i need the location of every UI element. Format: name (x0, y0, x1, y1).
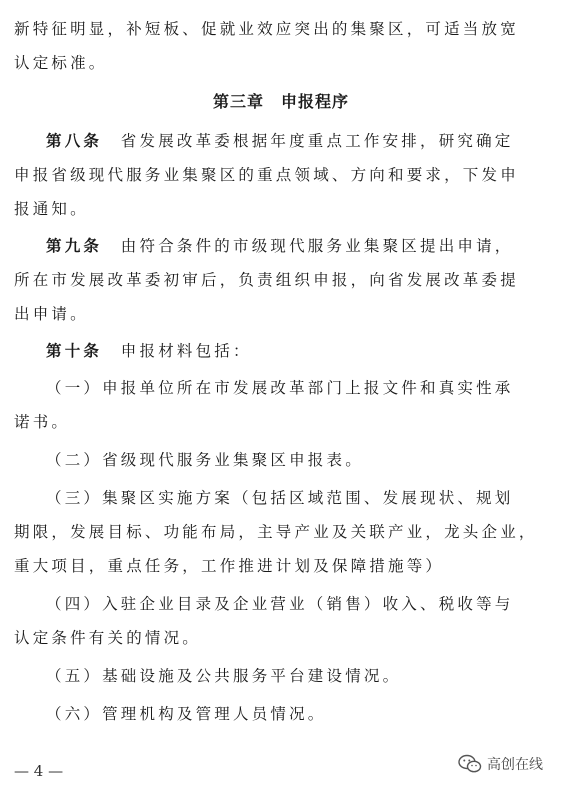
list-item-3: （三）集聚区实施方案（包括区域范围、发展现状、规划 (46, 489, 514, 507)
list-item-1: （一）申报单位所在市发展改革部门上报文件和真实性承 (46, 379, 514, 397)
article-label: 第十条 (46, 341, 103, 360)
list-item-5: （五）基础设施及公共服务平台建设情况。 (46, 667, 402, 685)
paragraph-line: 新特征明显，补短板、促就业效应突出的集聚区，可适当放宽 (14, 20, 519, 38)
article-text: 申报材料包括： (102, 342, 252, 360)
watermark-text: 高创在线 (487, 757, 543, 773)
article-8 (46, 130, 548, 152)
paragraph-line: 期限，发展目标、功能布局，主导产业及关联产业，龙头企业， (14, 523, 538, 541)
watermark (458, 752, 543, 776)
article-text: 省发展改革委根据年度重点工作安排，研究确定 (102, 132, 514, 150)
paragraph-line: 认定标准。 (14, 54, 108, 72)
paragraph-line: 出申请。 (14, 305, 89, 323)
paragraph-line: 重大项目，重点任务，工作推进计划及保障措施等） (14, 557, 445, 575)
paragraph-line: 申报省级现代服务业集聚区的重点领域、方向和要求，下发申 (14, 166, 519, 184)
article-label: 第八条 (46, 131, 103, 150)
paragraph-line: 诺书。 (14, 413, 71, 431)
list-item-2: （二）省级现代服务业集聚区申报表。 (46, 451, 364, 469)
article-label: 第九条 (46, 236, 103, 255)
paragraph-line: 认定条件有关的情况。 (14, 629, 202, 647)
list-item-6: （六）管理机构及管理人员情况。 (46, 705, 327, 723)
article-10 (46, 340, 548, 362)
paragraph-line: 所在市发展改革委初审后，负责组织申报，向省发展改革委提 (14, 271, 519, 289)
article-text: 由符合条件的市级现代服务业集聚区提出申请， (102, 237, 514, 255)
article-9 (46, 235, 548, 257)
chapter-title: 第三章 申报程序 (212, 92, 349, 111)
wechat-icon (458, 754, 482, 774)
page-number: — 4 — (14, 762, 64, 780)
list-item-4: （四）入驻企业目录及企业营业（销售）收入、税收等与 (46, 595, 514, 613)
paragraph-line: 报通知。 (14, 200, 89, 218)
